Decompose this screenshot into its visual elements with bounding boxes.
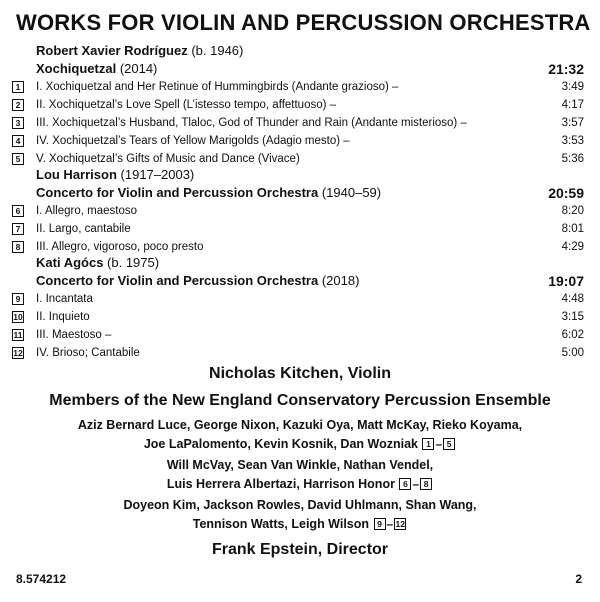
performer-names-line — [0, 515, 600, 534]
track-number: 8 — [12, 241, 24, 253]
track-row — [12, 290, 584, 308]
track-number: 6 — [12, 205, 24, 217]
track-row — [12, 308, 584, 326]
track-time: 8:20 — [561, 205, 584, 217]
track-title: IV. Brioso; Cantabile — [36, 347, 140, 359]
work-title: Xochiquetzal — [36, 61, 117, 76]
track-time: 4:17 — [561, 99, 584, 111]
performer-group-1 — [0, 416, 600, 454]
work-title-line — [36, 272, 584, 290]
track-title: II. Inquieto — [36, 311, 90, 323]
performer-group-2 — [0, 456, 600, 494]
track-number: 3 — [12, 117, 24, 129]
range-dash: – — [412, 477, 420, 491]
work-agocs — [12, 254, 584, 362]
page-title: WORKS FOR VIOLIN AND PERCUSSION ORCHESTRA — [16, 10, 591, 35]
performer-names-line — [0, 435, 600, 454]
composer-dates: (b. 1946) — [191, 43, 244, 58]
track-time: 3:15 — [561, 311, 584, 323]
track-time: 5:36 — [561, 153, 584, 165]
work-title-line — [36, 60, 584, 78]
track-time: 6:02 — [561, 329, 584, 341]
track-title: III. Maestoso – — [36, 329, 112, 341]
track-row — [12, 96, 584, 114]
track-time: 5:00 — [561, 347, 584, 359]
track-title: II. Xochiquetzal’s Love Spell (L’istesso tempo, affettuoso) – — [36, 99, 337, 111]
track-number-box: 12 — [395, 519, 405, 529]
track-number: 10 — [13, 312, 23, 322]
track-title: III. Allegro, vigoroso, poco presto — [36, 241, 204, 253]
track-title: V. Xochiquetzal’s Gifts of Music and Dance (Vivace) — [36, 153, 300, 165]
composer-dates: (b. 1975) — [107, 255, 160, 270]
composer-name: Lou Harrison — [36, 167, 117, 182]
track-number: 5 — [12, 153, 24, 165]
performer-names: Joe LaPalomento, Kevin Kosnik, Dan Wozniak — [143, 437, 418, 451]
track-number-box: 9 — [374, 518, 386, 530]
track-number-box: 1 — [422, 438, 434, 450]
track-number: 12 — [13, 348, 23, 358]
track-time: 4:48 — [561, 293, 584, 305]
track-time: 3:49 — [561, 81, 584, 93]
track-title: I. Incantata — [36, 293, 93, 305]
composer-line — [36, 254, 584, 272]
work-title-line — [36, 184, 584, 202]
performer-group-3 — [0, 496, 600, 534]
track-number-box: 6 — [399, 478, 411, 490]
performer-names-line: Aziz Bernard Luce, George Nixon, Kazuki Oya, Matt McKay, Rieko Koyama, — [77, 418, 523, 432]
track-title: III. Xochiquetzal’s Husband, Tlaloc, God of Thunder and Rain (Andante misterioso) – — [36, 117, 467, 129]
performer-names-line: Doyeon Kim, Jackson Rowles, David Uhlmann, Shan Wang, — [123, 498, 477, 512]
performer-names: Tennison Watts, Leigh Wilson — [192, 517, 370, 531]
track-number: 7 — [12, 223, 24, 235]
work-harrison — [12, 166, 584, 256]
track-title: I. Xochiquetzal and Her Retinue of Hummingbirds (Andante grazioso) – — [36, 81, 399, 93]
track-number: 9 — [12, 293, 24, 305]
track-row — [12, 220, 584, 238]
performer-names-line — [0, 475, 600, 494]
composer-name: Robert Xavier Rodríguez — [36, 43, 188, 58]
composer-dates: (1917–2003) — [120, 167, 195, 182]
track-row — [12, 326, 584, 344]
track-time: 8:01 — [561, 223, 584, 235]
track-number: 1 — [12, 81, 24, 93]
work-duration: 19:07 — [548, 273, 584, 289]
track-number: 2 — [12, 99, 24, 111]
catalog-number: 8.574212 — [16, 572, 67, 586]
track-time: 4:29 — [561, 241, 584, 253]
work-title: Concerto for Violin and Percussion Orchestra — [36, 273, 319, 288]
track-row — [12, 132, 584, 150]
track-title: II. Largo, cantabile — [36, 223, 131, 235]
composer-line — [36, 166, 584, 184]
composer-name: Kati Agócs — [36, 255, 104, 270]
track-number-box: 5 — [443, 438, 455, 450]
range-dash: – — [435, 437, 443, 451]
performer-names: Luis Herrera Albertazi, Harrison Honor — [166, 477, 395, 491]
track-row — [12, 202, 584, 220]
director: Frank Epstein, Director — [211, 541, 389, 558]
track-row — [12, 344, 584, 362]
track-number: 4 — [12, 135, 24, 147]
track-time: 3:57 — [561, 117, 584, 129]
track-number: 11 — [13, 330, 23, 340]
range-dash: – — [386, 517, 394, 531]
work-duration: 21:32 — [548, 61, 584, 77]
work-rodriguez — [12, 42, 584, 168]
track-row — [12, 78, 584, 96]
track-time: 3:53 — [561, 135, 584, 147]
track-title: IV. Xochiquetzal’s Tears of Yellow Marigolds (Adagio mesto) – — [36, 135, 350, 147]
track-title: I. Allegro, maestoso — [36, 205, 137, 217]
track-row — [12, 114, 584, 132]
work-year: (2014) — [119, 61, 158, 76]
work-title: Concerto for Violin and Percussion Orchestra — [36, 185, 319, 200]
work-year: (1940–59) — [321, 185, 382, 200]
work-duration: 20:59 — [548, 185, 584, 201]
page-number: 2 — [575, 572, 582, 586]
work-year: (2018) — [321, 273, 360, 288]
performer-names-line: Will McVay, Sean Van Winkle, Nathan Vendel, — [166, 458, 434, 472]
ensemble: Members of the New England Conservatory Percussion Ensemble — [49, 392, 551, 409]
track-number-box: 8 — [420, 478, 432, 490]
soloist: Nicholas Kitchen, Violin — [209, 365, 391, 382]
composer-line — [36, 42, 584, 60]
